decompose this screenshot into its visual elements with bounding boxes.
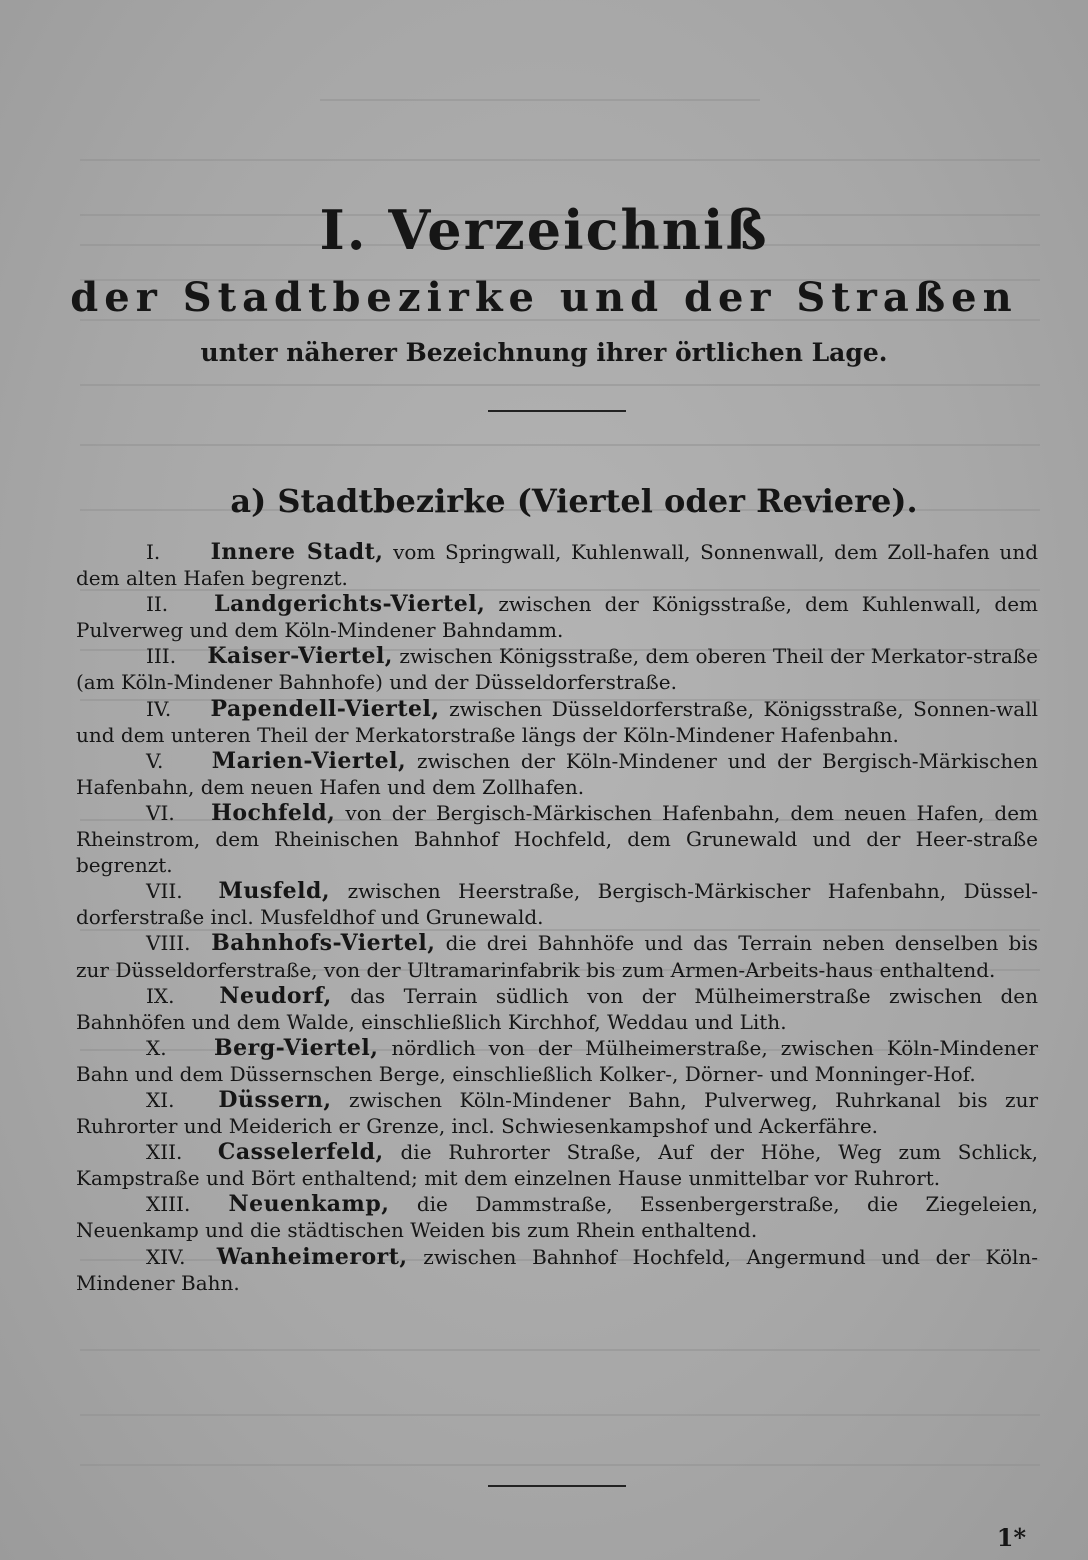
district-name: Musfeld, [218, 878, 331, 905]
district-name: Neudorf, [219, 982, 332, 1009]
district-entry [76, 643, 1038, 695]
district-number: XIV. [146, 1244, 186, 1269]
district-entry [76, 800, 1038, 878]
district-name: Berg-Viertel, [214, 1034, 379, 1061]
page-subtitle-detail: unter näherer Bezeichnung ihrer örtlichen Lage. [200, 338, 888, 367]
district-number: XII. [146, 1140, 183, 1165]
district-description: die Dammstraße, Essenbergerstraße, die Ziegeleien, Neuenkamp und die städtischen Weiden bis zum Rhein enthaltend. [76, 1192, 1039, 1243]
district-number: VI. [146, 800, 175, 825]
district-number: VIII. [146, 931, 191, 956]
district-number: XI. [146, 1087, 175, 1112]
district-number: IX. [146, 983, 175, 1008]
district-number: XIII. [146, 1192, 191, 1217]
district-entry [76, 696, 1038, 748]
district-name: Marien-Viertel, [211, 747, 407, 774]
district-description: die drei Bahnhöfe und das Terrain neben denselben bis zur Düsseldorferstraße, von der Ultramarinfabrik bis zum Armen-Arbeits-haus enthaltend. [76, 931, 1038, 982]
district-entry [76, 748, 1038, 800]
district-entry [76, 1087, 1038, 1139]
district-description: nördlich von der Mülheimerstraße, zwischen Köln-Mindener Bahn und dem Düssernschen Berge, einschließlich Kolker-, Dörner- und Monninger-Hof. [76, 1035, 1039, 1086]
district-number: X. [146, 1035, 167, 1060]
district-name: Landgerichts-Viertel, [214, 591, 486, 618]
district-name: Bahnhofs-Viertel, [211, 930, 436, 957]
page-number: 1* [996, 1523, 1026, 1552]
district-description: zwischen Heerstraße, Bergisch-Märkischer Hafenbahn, Düssel-dorferstraße incl. Musfeldhof und Grunewald. [76, 879, 1038, 930]
district-entry [76, 1139, 1038, 1191]
district-number: I. [146, 540, 161, 564]
district-entry [76, 983, 1038, 1035]
district-description: zwischen Königsstraße, dem oberen Theil der Merkator-straße (am Köln-Mindener Bahnhofe) und der Düsseldorferstraße. [76, 644, 1039, 695]
district-entry [76, 591, 1038, 643]
district-entry [76, 1035, 1038, 1087]
district-description: von der Bergisch-Märkischen Hafenbahn, dem neuen Hafen, dem Rheinstrom, dem Rheinischen Bahnhof Hochfeld, dem Grunewald und der Heer-straße begrenzt. [76, 800, 1039, 878]
district-entry [76, 1244, 1038, 1296]
district-description: zwischen Düsseldorferstraße, Königsstraße, Sonnen-wall und dem unteren Theil der Merkatorstraße längs der Köln-Mindener Hafenbahn. [76, 696, 1038, 747]
district-description: zwischen Köln-Mindener Bahn, Pulverweg, Ruhrkanal bis zur Ruhrorter und Meiderich er Grenze, incl. Schwiesenkampshof und Ackerfähre. [76, 1087, 1039, 1139]
district-number: II. [146, 592, 169, 617]
page-subtitle: der Stadtbezirke und der Straßen [70, 274, 1018, 321]
page-title: I. Verzeichniß [319, 198, 769, 262]
district-entry [76, 878, 1038, 930]
district-description: vom Springwall, Kuhlenwall, Sonnenwall, dem Zoll-hafen und dem alten Hafen begrenzt. [76, 540, 1038, 591]
district-number: III. [146, 644, 177, 669]
district-name: Innere Stadt, [210, 539, 384, 565]
district-description: das Terrain südlich von der Mülheimerstraße zwischen den Bahnhöfen und dem Walde, einschließlich Kirchhof, Weddau und Lith. [76, 983, 1039, 1034]
district-entry [76, 930, 1038, 982]
district-name: Papendell-Viertel, [210, 695, 440, 722]
district-name: Casselerfeld, [217, 1139, 384, 1166]
district-number: VII. [146, 879, 183, 904]
district-name: Wanheimerort, [216, 1243, 408, 1270]
district-description: zwischen der Köln-Mindener und der Bergisch-Märkischen Hafenbahn, dem neuen Hafen und dem Zollhafen. [76, 748, 1038, 799]
district-name: Neuenkamp, [228, 1191, 390, 1218]
district-name: Düssern, [218, 1086, 332, 1113]
divider-bottom [488, 1485, 626, 1487]
district-name: Kaiser-Viertel, [207, 643, 393, 670]
district-entry [76, 1191, 1038, 1243]
district-entry [76, 539, 1038, 591]
divider-top [488, 410, 626, 412]
district-number: IV. [146, 696, 172, 721]
district-description: zwischen der Königsstraße, dem Kuhlenwall, dem Pulverweg und dem Köln-Mindener Bahndamm. [76, 592, 1039, 643]
district-name: Hochfeld, [211, 799, 336, 826]
district-description: die Ruhrorter Straße, Auf der Höhe, Weg zum Schlick, Kampstraße und Bört enthaltend; mit dem einzelnen Hause unmittelbar vor Ruhrort. [76, 1140, 1038, 1191]
section-heading: a) Stadtbezirke (Viertel oder Reviere). [230, 482, 918, 520]
district-description: zwischen Bahnhof Hochfeld, Angermund und der Köln-Mindener Bahn. [76, 1244, 1039, 1295]
district-list [76, 539, 1038, 1296]
district-number: V. [146, 748, 164, 773]
